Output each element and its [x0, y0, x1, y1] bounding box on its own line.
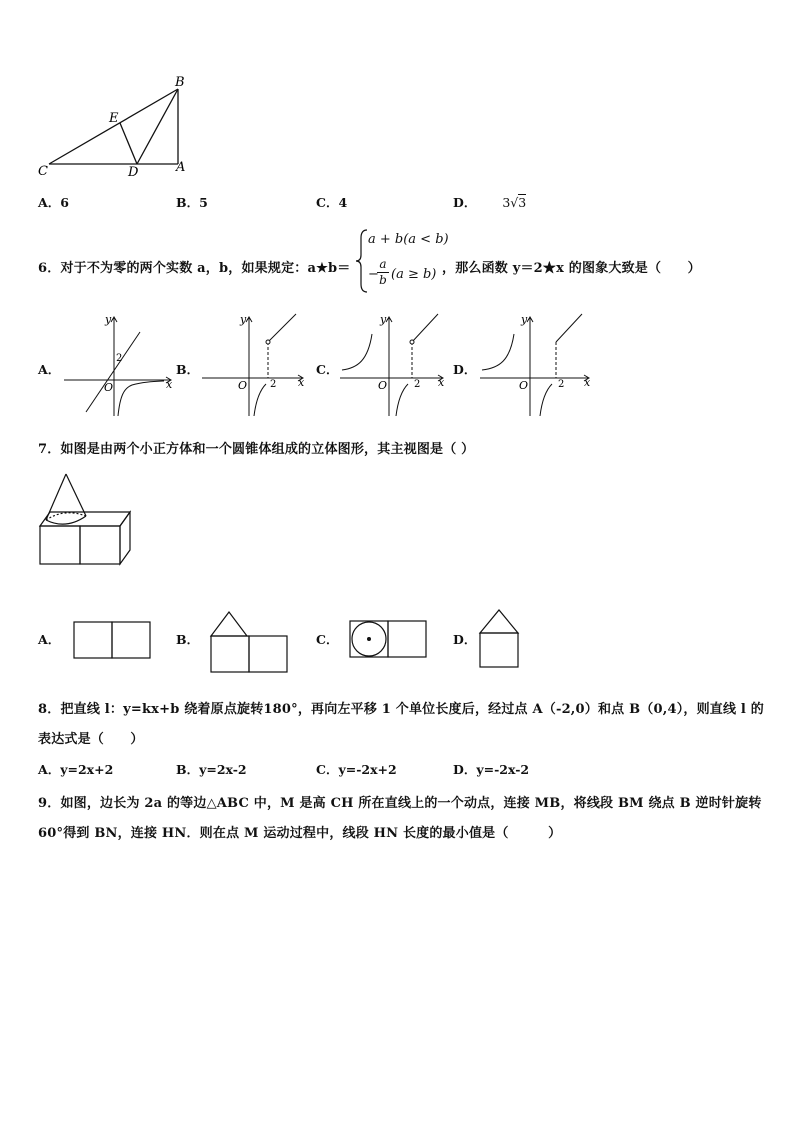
piecewise-case-2-frac	[377, 257, 389, 288]
q6-option-a[interactable]: A．	[38, 362, 61, 377]
label-b: B	[175, 75, 185, 90]
cone-base-back	[46, 513, 86, 520]
label-a: A	[176, 160, 186, 175]
linear-branch	[268, 314, 296, 342]
option-value: y=2x-2	[199, 762, 247, 777]
q8-stem-line-2: 表达式是（ ）	[38, 732, 144, 747]
q6-suffix: ，那么函数 y＝2★x 的图象大致是（ ）	[442, 261, 701, 276]
q7-stem: 7．如图是由两个小正方体和一个圆锥体组成的立体图形，其主视图是（ ）	[38, 442, 475, 457]
piecewise-case-2-minus: −	[368, 267, 379, 282]
q8-stem-line-1: 8．把直线 l：y=kx+b 绕着原点旋转180°，再向左平移 1 个单位长度后，经过点 A（-2,0）和点 B（0,4），则直线 l 的	[38, 702, 765, 717]
segment-ed	[120, 123, 137, 164]
q7-figure-d[interactable]	[476, 607, 522, 669]
piecewise-case-1: a + b(a < b)	[368, 232, 449, 247]
q7-figure-a[interactable]	[72, 620, 152, 660]
option-value: 5	[199, 195, 208, 210]
q5-option-c[interactable]	[316, 193, 347, 211]
option-letter: A．	[38, 762, 61, 777]
label-y: y	[105, 313, 112, 326]
square-left	[211, 636, 249, 672]
q8-option-a[interactable]	[38, 760, 113, 778]
q7-option-d[interactable]: D．	[453, 632, 477, 647]
q6-option-b[interactable]: B．	[176, 362, 200, 377]
cone-base-front	[46, 516, 86, 524]
q7-figure-c[interactable]	[348, 619, 428, 659]
cone-left-edge	[46, 474, 66, 520]
q6-option-d[interactable]: D．	[453, 362, 477, 377]
label-2: 2	[116, 353, 123, 364]
radicand: 3	[518, 195, 527, 210]
label-y: y	[240, 313, 247, 326]
q7-figure-b[interactable]	[208, 608, 290, 674]
option-letter: D．	[453, 195, 477, 210]
square-right	[249, 636, 287, 672]
hyperbola-branch-right	[396, 384, 408, 416]
q5-option-b[interactable]	[176, 193, 208, 211]
option-value: y=-2x-2	[476, 762, 530, 777]
q5-option-d[interactable]	[453, 193, 526, 211]
q9-stem-line-2: 60°得到 BN，连接 HN．则在点 M 运动过程中，线段 HN 长度的最小值是（ ）	[38, 826, 562, 841]
frac-numerator: a	[377, 257, 389, 273]
triangle-figure	[30, 72, 200, 180]
label-c: C	[38, 164, 48, 179]
option-letter: C．	[316, 195, 339, 210]
q5-option-a[interactable]	[38, 193, 69, 211]
option-letter: C．	[316, 762, 339, 777]
q9-stem-line-1: 9．如图，边长为 2a 的等边△ABC 中，M 是高 CH 所在直线上的一个动点，连接 MB，将线段 BM 绕点 B 逆时针旋转	[38, 796, 762, 811]
triangle-top	[211, 612, 247, 636]
q7-option-b[interactable]: B．	[176, 632, 200, 647]
option-value: 6	[60, 195, 69, 210]
label-e: E	[109, 111, 119, 126]
label-y: y	[521, 313, 528, 326]
label-x: x	[298, 376, 305, 389]
cube-front-right	[80, 526, 120, 564]
frac-denominator: b	[379, 273, 387, 287]
label-2: 2	[558, 379, 565, 390]
option-value: y=-2x+2	[338, 762, 397, 777]
square-right	[112, 622, 150, 658]
label-o: O	[378, 379, 388, 392]
circle-center-dot	[367, 637, 371, 641]
square-right	[388, 621, 426, 657]
label-2: 2	[414, 379, 421, 390]
hyperbola-branch	[254, 384, 266, 416]
cube-front-left	[40, 526, 80, 564]
segment-cb	[49, 89, 178, 164]
linear-branch	[556, 314, 582, 342]
open-point	[410, 340, 414, 344]
graph-a[interactable]	[62, 312, 178, 420]
piecewise-brace	[355, 228, 369, 294]
solid-figure	[36, 470, 136, 566]
q7-option-a[interactable]: A．	[38, 632, 61, 647]
label-d: D	[128, 165, 139, 180]
piecewise-case-2-cond: (a ≥ b)	[391, 267, 437, 282]
square-left	[74, 622, 112, 658]
q6-prefix: 6．对于不为零的两个实数 a，b，如果规定：a★b＝	[38, 261, 351, 276]
label-2: 2	[270, 379, 277, 390]
label-y: y	[380, 313, 387, 326]
label-x: x	[166, 378, 173, 391]
linear-branch	[86, 332, 140, 412]
graph-c[interactable]	[338, 312, 450, 420]
label-x: x	[438, 376, 445, 389]
q8-option-d[interactable]	[453, 760, 529, 778]
graph-b[interactable]	[200, 312, 310, 420]
cube-side-face	[120, 512, 130, 564]
graph-d[interactable]	[478, 312, 598, 420]
label-o: O	[519, 379, 529, 392]
option-letter: B．	[176, 762, 200, 777]
option-value: 3	[502, 195, 511, 210]
open-point	[266, 340, 270, 344]
cone-right-edge	[66, 474, 86, 516]
label-o: O	[238, 379, 248, 392]
option-letter: B．	[176, 195, 200, 210]
option-letter: D．	[453, 762, 477, 777]
linear-branch	[412, 314, 438, 342]
option-value: y=2x+2	[60, 762, 114, 777]
hyperbola-branch-right	[540, 384, 552, 416]
option-value: 4	[338, 195, 348, 210]
hyperbola-branch	[118, 381, 164, 416]
square	[480, 633, 518, 667]
q7-option-c[interactable]: C．	[316, 632, 339, 647]
q6-option-c[interactable]: C．	[316, 362, 339, 377]
label-x: x	[584, 376, 591, 389]
q8-option-c[interactable]	[316, 760, 397, 778]
hyperbola-branch-left	[342, 334, 372, 370]
option-letter: A．	[38, 195, 61, 210]
hyperbola-branch-left	[482, 334, 514, 370]
label-o: O	[104, 381, 114, 394]
triangle-top	[480, 610, 518, 633]
q8-option-b[interactable]	[176, 760, 247, 778]
sqrt-symbol: √	[510, 195, 519, 210]
